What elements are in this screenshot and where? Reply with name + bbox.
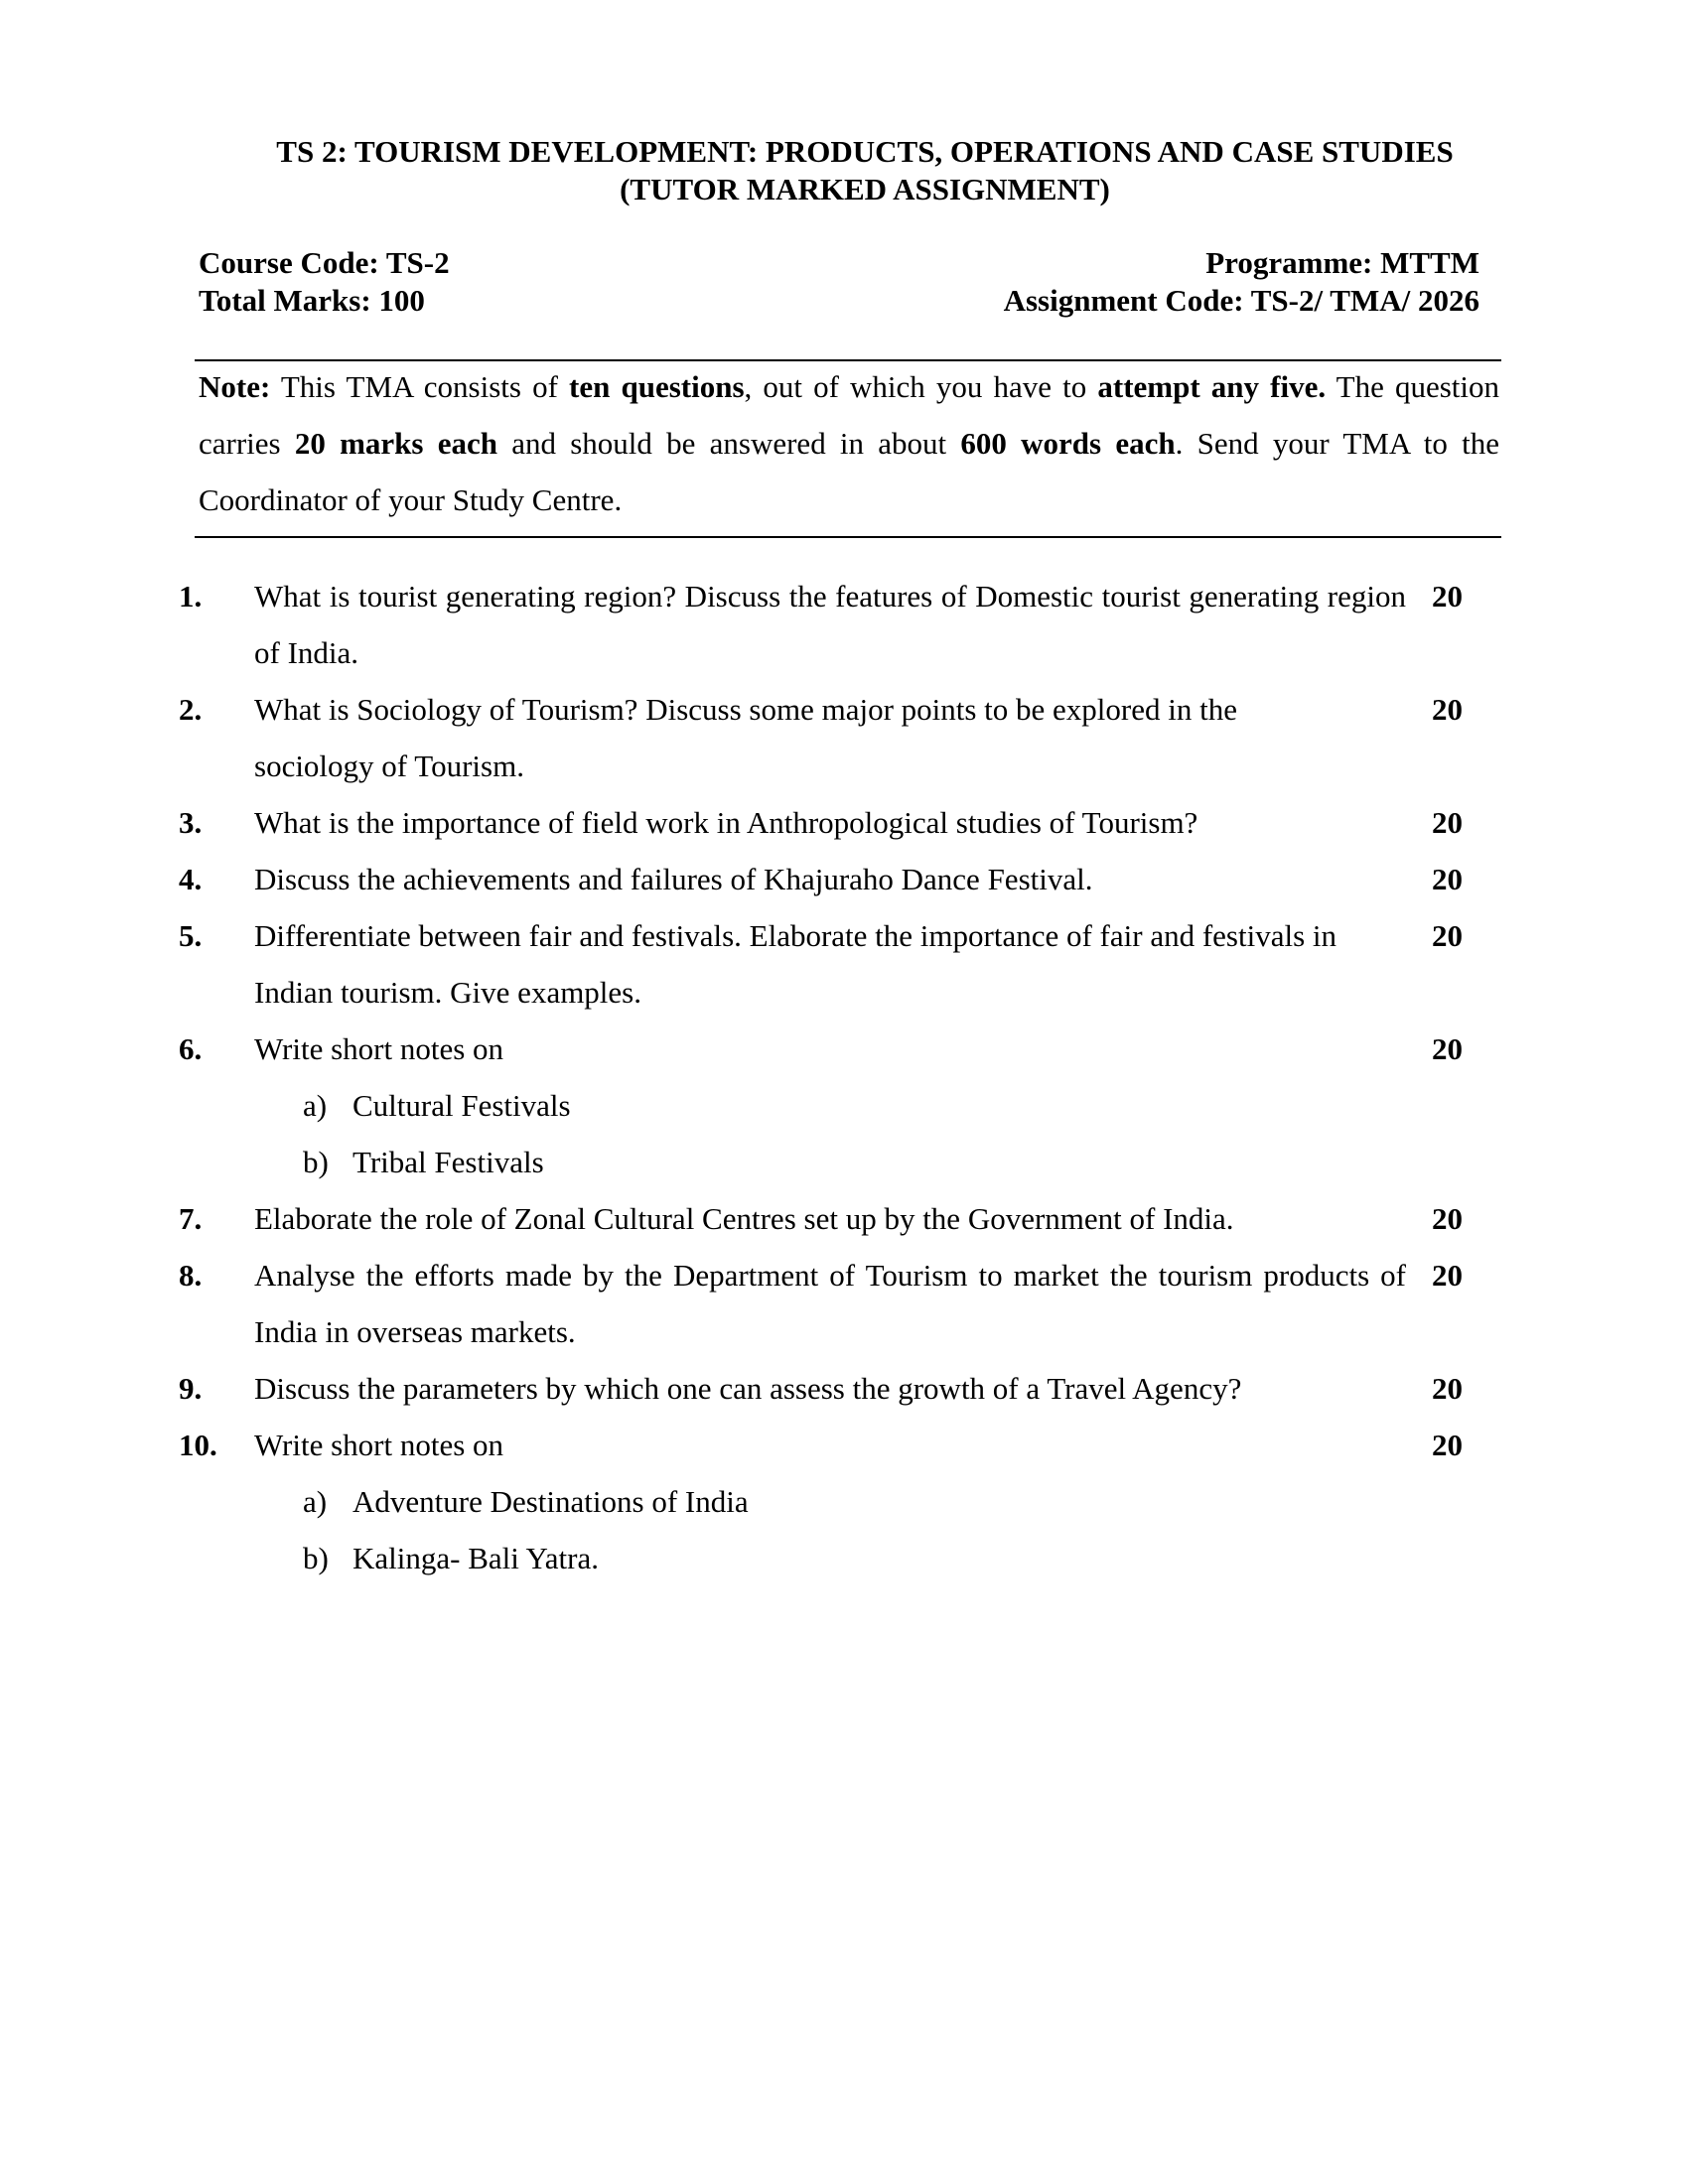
question-list xyxy=(179,568,1499,1586)
question-item xyxy=(179,1417,1499,1473)
question-text: Elaborate the role of Zonal Cultural Centres set up by the Government of India. xyxy=(254,1201,1234,1236)
note-label: Note: xyxy=(199,369,271,404)
note-text: , out of which you have to xyxy=(744,369,1098,404)
sub-question-item xyxy=(179,1134,1499,1190)
question-text: Discuss the achievements and failures of Khajuraho Dance Festival. xyxy=(254,862,1093,896)
note-emphasis: 20 marks each xyxy=(294,426,497,461)
sub-question-label: a) xyxy=(303,1484,328,1519)
note-text: and should be answered in about xyxy=(496,426,961,461)
question-text: Analyse the efforts made by the Department of Tourism to market the tourism products of India in overseas markets. xyxy=(254,1258,1406,1349)
question-marks: 20 xyxy=(1432,1371,1463,1406)
assignment-meta xyxy=(199,244,1479,320)
note-emphasis: 600 words each xyxy=(960,426,1176,461)
question-number: 5. xyxy=(179,918,203,953)
question-item xyxy=(179,1360,1499,1417)
instructions-note xyxy=(199,358,1499,528)
sub-question-text: Kalinga- Bali Yatra. xyxy=(352,1541,599,1575)
note-emphasis: attempt any five. xyxy=(1097,369,1327,404)
question-item xyxy=(179,681,1499,794)
note-emphasis: ten questions xyxy=(569,369,745,404)
sub-question-item xyxy=(179,1473,1499,1530)
question-number: 3. xyxy=(179,805,203,840)
question-number: 9. xyxy=(179,1371,203,1406)
question-number: 8. xyxy=(179,1258,203,1293)
question-text: Differentiate between fair and festivals. Elaborate the importance of fair and festivals in Indian tourism. Give examples. xyxy=(254,918,1336,1010)
question-item xyxy=(179,1021,1499,1077)
title-line-2: (TUTOR MARKED ASSIGNMENT) xyxy=(620,172,1110,206)
sub-question-item xyxy=(179,1077,1499,1134)
question-number: 10. xyxy=(179,1428,217,1462)
total-marks: Total Marks: 100 xyxy=(199,283,425,318)
document-title xyxy=(195,133,1535,208)
sub-question-item xyxy=(179,1530,1499,1586)
question-marks: 20 xyxy=(1432,1428,1463,1462)
question-text: What is tourist generating region? Discuss the features of Domestic tourist generating region of India. xyxy=(254,579,1406,670)
question-marks: 20 xyxy=(1432,1201,1463,1236)
question-marks: 20 xyxy=(1432,862,1463,896)
question-marks: 20 xyxy=(1432,1031,1463,1066)
question-marks: 20 xyxy=(1432,692,1463,727)
sub-question-label: b) xyxy=(303,1541,329,1575)
assignment-code: Assignment Code: TS-2/ TMA/ 2026 xyxy=(1003,283,1479,318)
question-item xyxy=(179,851,1499,907)
note-text: This TMA consists of xyxy=(270,369,570,404)
sub-question-text: Tribal Festivals xyxy=(352,1145,544,1179)
programme: Programme: MTTM xyxy=(1205,245,1479,280)
question-text: What is Sociology of Tourism? Discuss some major points to be explored in the sociology of Tourism. xyxy=(254,692,1237,783)
question-marks: 20 xyxy=(1432,579,1463,614)
question-number: 7. xyxy=(179,1201,203,1236)
sub-question-text: Adventure Destinations of India xyxy=(352,1484,749,1519)
question-item xyxy=(179,568,1499,681)
question-marks: 20 xyxy=(1432,918,1463,953)
question-number: 6. xyxy=(179,1031,203,1066)
question-item xyxy=(179,907,1499,1021)
question-item xyxy=(179,1190,1499,1247)
question-text: Write short notes on xyxy=(254,1428,504,1462)
question-number: 1. xyxy=(179,579,203,614)
question-marks: 20 xyxy=(1432,805,1463,840)
question-number: 2. xyxy=(179,692,203,727)
divider-bottom xyxy=(195,536,1501,538)
course-code: Course Code: TS-2 xyxy=(199,245,450,280)
question-item xyxy=(179,1247,1499,1360)
sub-question-label: a) xyxy=(303,1088,328,1123)
note-text: . Send your TMA to the Coordinator of your Study Centre. xyxy=(199,426,1499,517)
sub-question-label: b) xyxy=(303,1145,329,1179)
sub-question-text: Cultural Festivals xyxy=(352,1088,571,1123)
question-text: Discuss the parameters by which one can assess the growth of a Travel Agency? xyxy=(254,1371,1242,1406)
title-line-1: TS 2: TOURISM DEVELOPMENT: PRODUCTS, OPERATIONS AND CASE STUDIES xyxy=(276,134,1454,169)
question-text: Write short notes on xyxy=(254,1031,504,1066)
question-marks: 20 xyxy=(1432,1258,1463,1293)
question-item xyxy=(179,794,1499,851)
question-text: What is the importance of field work in Anthropological studies of Tourism? xyxy=(254,805,1198,840)
note-text: The question carries xyxy=(199,369,1500,461)
question-number: 4. xyxy=(179,862,203,896)
